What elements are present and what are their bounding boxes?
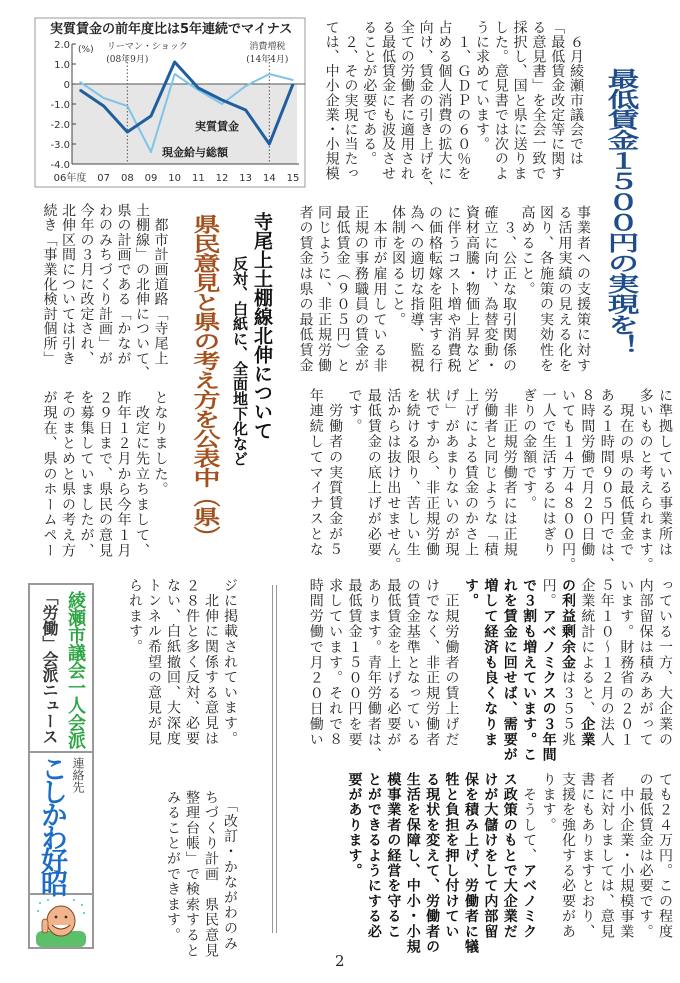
text-column: 為への適切な指導、監視 <box>408 205 425 374</box>
x-tick-label: 11 <box>191 173 205 184</box>
bold-text: 牲と負担を押し付けてい <box>443 772 460 940</box>
text-column: 正規の事務職員の賃金が <box>353 205 369 374</box>
group-name: 綾瀬市議会一人会派 <box>65 591 86 749</box>
text-column: 上げによる賃金のかさ上 <box>462 388 479 558</box>
text-column: を続ける限り、苦しい生 <box>404 388 421 558</box>
text-column: られます。 <box>127 578 143 655</box>
text-column: ２、その実現に当たっ <box>342 20 359 181</box>
text-column: ります。 <box>540 772 557 833</box>
text-column: 時間労働で月２０日働い <box>307 578 324 748</box>
text-column: ても２４万円。この程度 <box>657 772 673 940</box>
text-column: る最低賃金にも波及させ <box>380 20 397 181</box>
bold-text: 要があります。 <box>346 772 363 879</box>
series-label-real-wage: 実質賃金 <box>195 120 239 133</box>
text-column <box>441 772 460 954</box>
event-label: 消費増税 <box>249 42 286 52</box>
text-column <box>402 772 421 954</box>
text-column: ぎりの金額です。 <box>521 388 538 512</box>
text-column: 最低賃金１５００円を要 <box>346 578 363 748</box>
text-column: 正規労働者の賃上げだ <box>443 578 460 748</box>
event-label: リーマン・ショック <box>106 42 188 52</box>
text-column: けでなく、非正規労働者 <box>424 578 441 748</box>
text-column: ２８件と多く反対、必要 <box>184 578 200 747</box>
text-column: 一人で生活するにはぎり <box>540 388 557 558</box>
text-segment: 円。 <box>540 578 557 609</box>
x-tick-label: 10 <box>168 173 182 184</box>
text-column <box>480 578 499 763</box>
text-column <box>480 772 499 954</box>
text-column: 高めること。 <box>519 205 536 297</box>
text-column <box>519 578 538 763</box>
text-column: 向け、賃金の引き上げを、 <box>417 20 434 196</box>
text-column: ある１時間９０５円では、 <box>598 388 615 573</box>
bold-text: れを賃金に回せば、需要が <box>501 578 518 763</box>
text-segment: そうして、 <box>521 772 538 864</box>
data-point <box>221 99 223 101</box>
text-column: 今年の３月に改定され、 <box>78 203 95 366</box>
text-column: 都市計画道路「寺尾上 <box>152 203 169 366</box>
text-segment: は３５５兆 <box>559 670 576 748</box>
y-tick-label: -3.0 <box>50 140 70 151</box>
event-date: (08年9月) <box>106 55 149 65</box>
x-tick-label: 06年度 <box>53 173 87 184</box>
text-column: 現在の県の最低賃金で <box>618 388 635 558</box>
article-block-road-2 <box>40 390 170 558</box>
text-segment: 企業統計によると、 <box>579 578 596 717</box>
data-point <box>245 85 247 87</box>
text-column: 本市が雇用している非 <box>371 205 388 374</box>
text-column: 土棚線」の北伸について、 <box>134 203 150 381</box>
x-tick-label: 12 <box>215 173 229 184</box>
y-tick-label: 2.0 <box>54 40 70 51</box>
article-block-opinion <box>322 20 585 195</box>
article-block-profits <box>305 578 674 763</box>
text-column: 北伸区間については引き <box>60 203 76 366</box>
text-column: る意見書」を全会一致で <box>530 20 547 181</box>
text-column: 者に対しましては、意見 <box>598 772 615 940</box>
article-block-conclusion <box>344 772 674 954</box>
text-column: ては、中小企業・小規模 <box>323 20 340 181</box>
y-axis-label: (%) <box>78 45 94 55</box>
bold-text: す。 <box>462 578 479 609</box>
text-column: の価格転嫁を阻害する行 <box>427 205 443 374</box>
contact-label: 連絡先 <box>71 757 85 793</box>
text-column: 事業者への支援策に対す <box>575 205 591 374</box>
text-column: いても１４万４８００円。 <box>559 388 576 573</box>
text-column: 最低賃金を上げる必要が <box>385 578 402 748</box>
data-point <box>79 81 81 83</box>
bold-text: 保を積み上げ、労働者に犠 <box>462 772 479 955</box>
text-column: した。意見書では次のよ <box>492 20 509 181</box>
data-point <box>245 109 247 111</box>
text-column: っている一方、大企業の <box>657 578 673 748</box>
article-block-wage <box>305 388 674 573</box>
text-column <box>383 772 402 954</box>
main-headline: 最低賃金１５００円の実現を！ <box>604 68 640 355</box>
text-column: わのみちづくり計画」が <box>97 203 113 366</box>
text-column: ちづくり計画 県民意見 <box>203 790 219 959</box>
text-column: 中小企業・小規模事業 <box>618 772 635 940</box>
y-tick-label: -2.0 <box>50 120 70 131</box>
text-column: 者の賃金は県の最低賃金 <box>297 205 314 374</box>
text-column: 非正規労働者には正規 <box>501 388 518 558</box>
text-column: 最低賃金（９０５円）と <box>334 205 351 374</box>
text-column: 労働者の実質賃金が５ <box>327 388 344 558</box>
text-column: 年連続してマイナスとな <box>307 388 324 558</box>
data-point <box>269 143 271 145</box>
text-column: みることができます。 <box>165 790 181 943</box>
x-tick-label: 09 <box>144 173 158 184</box>
x-tick-label: 13 <box>239 173 253 184</box>
text-column: 北伸に関係する意見は <box>203 578 219 747</box>
article-block-demands <box>296 205 592 373</box>
data-point <box>150 115 152 117</box>
text-column: 資材高騰・物価上昇など <box>464 205 480 374</box>
text-column <box>422 772 441 954</box>
data-point <box>221 103 223 105</box>
text-column: 確立に向け、為替変動・ <box>482 205 499 374</box>
chart-title: 実質賃金の前年度比は5年連続でマイナス <box>50 22 293 37</box>
data-point <box>79 89 81 91</box>
bold-text: けが大儲けをして内部留 <box>482 772 499 940</box>
sidebar-box <box>28 583 94 949</box>
text-column <box>519 772 538 954</box>
data-point <box>103 97 105 99</box>
text-column <box>364 772 383 954</box>
data-point <box>127 105 129 107</box>
text-column: げ」があまりないのが現 <box>443 388 460 558</box>
text-column <box>538 578 557 763</box>
text-column: 図り、各施策の実効性を <box>538 205 554 374</box>
text-column: ２９日まで、県民の意見 <box>97 390 113 559</box>
text-column: ることが必要である。 <box>361 20 378 166</box>
text-column: となりました。 <box>152 390 169 498</box>
article-block-road <box>40 203 170 381</box>
text-column: 労働者と同じような「積 <box>482 388 499 558</box>
avatar <box>30 895 92 947</box>
text-column: 採択し、国と県に送りま <box>511 20 528 181</box>
text-column: 「最低賃金改定等に関す <box>549 20 566 181</box>
text-column: 多いものと考えられます。 <box>637 388 654 573</box>
text-column: １、ＧＤＰの６０％を <box>455 20 472 181</box>
text-column: 書にもありますとおり、 <box>579 772 596 940</box>
text-column: トンネル希望の意見が見 <box>146 578 162 747</box>
x-tick-label: 14 <box>262 173 276 184</box>
text-column: の賃金基準となっている <box>404 578 421 748</box>
text-column: 昨年１２月から今年１月 <box>115 390 132 559</box>
text-column: 活からは抜け出せません。 <box>385 388 402 573</box>
bold-text: アベノミク <box>521 863 538 940</box>
column-divider <box>272 585 277 933</box>
bold-text: ス政策のもとで大企業だ <box>501 772 518 940</box>
text-column: ６月綾瀬市議会では <box>568 20 584 166</box>
road-headline: 県民意見と県の考え方を公表中（県） <box>188 214 222 546</box>
article-block-road-3 <box>125 578 239 746</box>
y-tick-label: 0 <box>63 80 70 91</box>
text-column: 体制を図ること。 <box>390 205 406 328</box>
text-column: 状ですから、非正規労働 <box>424 388 441 558</box>
bold-text: 模事業者の経営を守るこ <box>385 772 402 940</box>
text-column: ５年１０～１２月の法人 <box>598 578 615 748</box>
news-title: 「労働」会派ニュース <box>40 589 59 744</box>
data-point <box>174 73 176 75</box>
x-tick-label: 08 <box>120 173 134 184</box>
text-column: そのまとめと県の考え方 <box>60 390 76 559</box>
text-column: あります。青年労働者は、 <box>365 578 382 763</box>
bold-text: アベノミクスの３年間 <box>540 608 557 763</box>
bold-text: る現状を変えて、労働者の <box>424 772 441 955</box>
text-column <box>344 772 363 954</box>
bold-text: 生活を保障し、中小・小規 <box>404 772 421 955</box>
text-column: ３、公正な取引関係の <box>501 205 517 374</box>
text-column: 求しています。それで８ <box>327 578 344 748</box>
portrait-illustration <box>30 895 92 947</box>
text-column: 「改訂・かながわのみ <box>222 790 238 952</box>
text-column <box>499 772 518 954</box>
text-column: の最低賃金は必要です。 <box>637 772 654 940</box>
y-tick-label: -1.0 <box>50 100 70 111</box>
text-column: を募集していましたが、 <box>78 390 95 559</box>
text-column: 支援を強化する必要があ <box>559 772 576 940</box>
text-column: 最低賃金の底上げが必要 <box>365 388 382 558</box>
text-column: 内部留保は積みあがって <box>637 578 654 748</box>
text-column <box>461 578 480 763</box>
text-column: ない、白紙撤回、大深度 <box>165 578 181 747</box>
text-column: 整理台帳」で検索すると <box>184 790 200 959</box>
bold-text: とができるようにする必 <box>365 772 382 940</box>
event-date: (14年4月) <box>246 55 289 65</box>
x-tick-label: 15 <box>286 173 300 184</box>
road-title: 寺尾上土棚線北伸について <box>251 212 273 440</box>
article-block-road-4 <box>163 790 239 958</box>
text-column: 占める個人消費の拡大に <box>436 20 453 181</box>
text-column: 改定に先立ちまして、 <box>134 390 150 559</box>
bold-text: 増して経済も良くなりま <box>482 578 499 748</box>
real-wage-chart <box>0 0 320 200</box>
text-column: 続き「事業化検討個所」 <box>41 203 58 366</box>
y-tick-label: 1.0 <box>54 60 70 71</box>
text-column: が現在、県のホームペー <box>41 390 58 559</box>
y-tick-label: -4.0 <box>50 160 70 171</box>
text-column <box>558 578 577 763</box>
data-point <box>127 131 129 133</box>
text-column: 県の計画である「かなが <box>115 203 132 366</box>
data-point <box>269 73 271 75</box>
bold-text: の利益剰余金 <box>559 578 576 671</box>
text-column: に準拠している事業所は <box>657 388 673 558</box>
data-point <box>174 61 176 63</box>
text-column: います。財務省の２０１ <box>618 578 635 748</box>
bold-text: 企業 <box>579 716 596 748</box>
text-column: ８時間労働で月２０日働 <box>579 388 596 558</box>
data-point <box>150 151 152 153</box>
text-column: る活用実績の見える化を <box>556 205 573 374</box>
text-column: に伴うコスト増や消費税 <box>445 205 462 374</box>
data-point <box>292 79 294 81</box>
text-column: うに求めています。 <box>474 20 491 152</box>
text-column <box>461 772 480 954</box>
page-number: 2 <box>335 952 345 970</box>
text-column: です。 <box>346 388 363 435</box>
text-column: 全ての労働者に適用され <box>398 20 415 181</box>
text-column <box>577 578 596 763</box>
bold-text: で３割も増えています。こ <box>521 578 538 763</box>
data-point <box>103 105 105 107</box>
member-name: こしかわ好昭 <box>36 755 67 893</box>
series-label-cash-earnings: 現金給与総額 <box>162 146 228 159</box>
road-subtitle: 反対、白紙に、全面地下化など <box>231 256 249 466</box>
data-point <box>198 87 200 89</box>
text-column <box>499 578 518 763</box>
text-column: 同じように、非正規労働 <box>316 205 332 374</box>
text-column: ジに掲載されています。 <box>222 578 238 747</box>
x-tick-label: 07 <box>97 173 111 184</box>
data-point <box>292 83 294 85</box>
